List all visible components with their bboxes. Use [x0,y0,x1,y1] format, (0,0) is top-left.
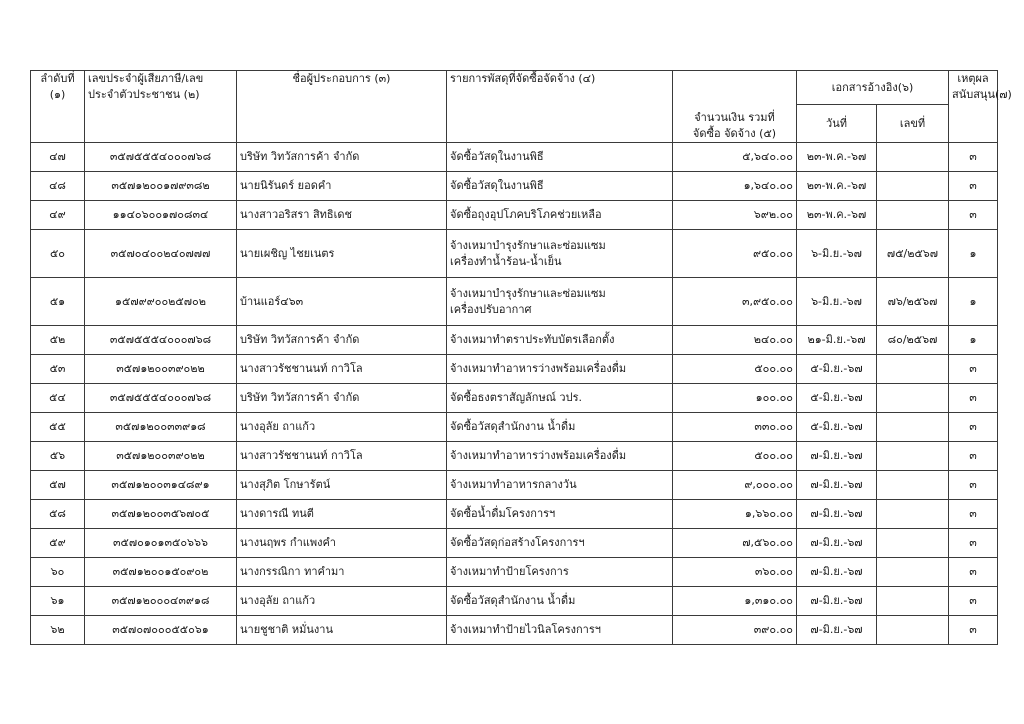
row-number: ๖๑ [31,587,85,616]
ref-date: ๕-มิ.ย.-๖๗ [797,355,877,384]
table-row [31,143,998,172]
ref-date: ๗-มิ.ย.-๖๗ [797,500,877,529]
table-row [31,201,998,230]
vendor-name: นางอุลัย ถาแก้ว [237,587,447,616]
reason-code: ๓ [949,587,998,616]
header-reason-line1: เหตุผล [957,72,989,85]
row-number: ๔๙ [31,201,85,230]
vendor-name: นางสาวรัชชานนท์ กาวิโล [237,442,447,471]
vendor-name: นายเผชิญ ไชยเนตร [237,230,447,278]
table-row [31,230,998,278]
row-number: ๕๐ [31,230,85,278]
item-description [447,230,673,278]
table-row [31,278,998,326]
item-description [447,587,673,616]
item-line: จัดซื้อธงตราสัญลักษณ์ วปร. [450,391,582,404]
ref-number [877,558,949,587]
row-number: ๕๙ [31,529,85,558]
item-description [447,143,673,172]
item-line: จ้างเหมาทำอาหารว่างพร้อมเครื่องดื่ม [450,362,627,375]
header-amount-line1: จำนวนเงิน รวมที่ [694,111,775,124]
header-name-label: ชื่อผู้ประกอบการ (๓) [292,72,391,85]
vendor-name: นางสุภิต โกษารัตน์ [237,471,447,500]
amount: ๓๖๐.๐๐ [673,558,797,587]
ref-number: ๗๖/๒๕๖๗ [877,278,949,326]
tax-id: ๓๕๗๐๔๐๐๒๔๐๗๗๗ [85,230,237,278]
ref-number [877,500,949,529]
procurement-table [30,70,1012,645]
ref-date: ๗-มิ.ย.-๖๗ [797,442,877,471]
amount: ๕,๖๔๐.๐๐ [673,143,797,172]
amount: ๑,๖๖๐.๐๐ [673,500,797,529]
vendor-name: นางกรรณิกา ทาคำมา [237,558,447,587]
ref-date: ๒๓-พ.ค.-๖๗ [797,143,877,172]
table-row [31,529,998,558]
ref-date: ๕-มิ.ย.-๖๗ [797,384,877,413]
header-tax-id [85,71,237,143]
vendor-name: บริษัท วิทวัสการค้า จำกัด [237,143,447,172]
amount: ๓,๙๕๐.๐๐ [673,278,797,326]
table-row [31,326,998,355]
header-amount [673,71,797,143]
vendor-name: บ้านแอร์๔๖๓ [237,278,447,326]
row-number: ๕๖ [31,442,85,471]
reason-code: ๑ [949,230,998,278]
tax-id: ๓๕๗๕๕๕๔๐๐๐๗๖๘ [85,326,237,355]
row-number: ๕๗ [31,471,85,500]
tax-id: ๑๑๔๐๖๐๐๑๗๐๘๓๔ [85,201,237,230]
header-reason [949,71,1012,143]
ref-number: ๘๐/๒๕๖๗ [877,326,949,355]
vendor-name: นางดารณี ทนตี [237,500,447,529]
item-line: จัดซื้อวัสดุสำนักงาน น้ำดื่ม [450,594,576,607]
reason-code: ๑ [949,326,998,355]
table-row [31,355,998,384]
table-row [31,384,998,413]
header-item [447,71,673,143]
reason-code: ๓ [949,471,998,500]
vendor-name: บริษัท วิทวัสการค้า จำกัด [237,326,447,355]
table-row [31,558,998,587]
amount: ๖๙๒.๐๐ [673,201,797,230]
row-number: ๖๐ [31,558,85,587]
item-line: จัดซื้อวัสดุก่อสร้างโครงการฯ [450,536,585,549]
ref-number [877,384,949,413]
tax-id: ๓๕๗๕๕๕๔๐๐๐๗๖๘ [85,384,237,413]
vendor-name: บริษัท วิทวัสการค้า จำกัด [237,384,447,413]
item-description [447,558,673,587]
amount: ๕๐๐.๐๐ [673,442,797,471]
ref-date: ๒๓-พ.ค.-๖๗ [797,172,877,201]
tax-id: ๑๕๗๙๙๐๐๒๕๗๐๒ [85,278,237,326]
item-line: จัดซื้อน้ำดื่มโครงการฯ [450,507,556,520]
ref-number [877,413,949,442]
ref-number [877,355,949,384]
vendor-name: นายชูชาติ หมั่นงาน [237,616,447,645]
tax-id: ๓๕๗๑๒๐๐๓๑๔๘๙๑ [85,471,237,500]
tax-id: ๓๕๗๑๒๐๐๑๕๐๙๐๒ [85,558,237,587]
reason-code: ๓ [949,384,998,413]
ref-number [877,172,949,201]
table-body [31,143,998,645]
header-name [237,71,447,143]
ref-number [877,587,949,616]
reason-code: ๑ [949,278,998,326]
item-description [447,201,673,230]
item-description [447,413,673,442]
item-line: จ้างเหมาทำอาหารว่างพร้อมเครื่องดื่ม [450,449,627,462]
table-row [31,616,998,645]
item-description [447,278,673,326]
header-tax-line1: เลขประจำผู้เสียภาษี/เลข [88,72,204,85]
reason-code: ๓ [949,616,998,645]
tax-id: ๓๕๗๑๒๐๐๓๓๙๑๘ [85,413,237,442]
tax-id: ๓๕๗๑๒๐๐๐๔๓๙๑๘ [85,587,237,616]
header-item-label: รายการพัสดุที่จัดซื้อจัดจ้าง (๔) [450,72,596,85]
reason-code: ๓ [949,143,998,172]
row-number: ๕๓ [31,355,85,384]
ref-number [877,143,949,172]
vendor-name: นายนิรันดร์ ยอดคำ [237,172,447,201]
reason-code: ๓ [949,172,998,201]
row-number: ๖๒ [31,616,85,645]
header-no-label: ลำดับที่ (๑) [40,72,75,101]
item-line: เครื่องปรับอากาศ [450,302,532,316]
ref-date: ๗-มิ.ย.-๖๗ [797,587,877,616]
tax-id: ๓๕๗๑๒๐๐๓๕๖๗๐๕ [85,500,237,529]
item-line: จัดซื้อวัสดุในงานพิธี [450,179,544,192]
row-number: ๔๘ [31,172,85,201]
ref-number: ๗๕/๒๕๖๗ [877,230,949,278]
reason-code: ๓ [949,355,998,384]
header-date [797,105,877,143]
tax-id: ๓๕๗๑๒๐๐๑๗๙๓๘๒ [85,172,237,201]
item-line: จ้างเหมาบำรุงรักษาและซ่อมแซม [450,238,606,252]
tax-id: ๓๕๗๐๗๐๐๐๕๕๐๖๑ [85,616,237,645]
tax-id: ๓๕๗๐๑๐๑๓๕๐๖๖๖ [85,529,237,558]
ref-date: ๗-มิ.ย.-๖๗ [797,529,877,558]
ref-date: ๒๑-มิ.ย.-๖๗ [797,326,877,355]
table-row [31,471,998,500]
row-number: ๕๘ [31,500,85,529]
table-row [31,500,998,529]
ref-date: ๖-มิ.ย.-๖๗ [797,278,877,326]
vendor-name: นางอุลัย ถาแก้ว [237,413,447,442]
item-description [447,616,673,645]
item-line: จ้างเหมาทำป้ายโครงการ [450,565,569,578]
reason-code: ๓ [949,413,998,442]
ref-date: ๗-มิ.ย.-๖๗ [797,558,877,587]
ref-number [877,616,949,645]
header-reason-line2: สนับสนุน(๗) [952,88,1012,101]
row-number: ๕๑ [31,278,85,326]
item-line: จ้างเหมาบำรุงรักษาและซ่อมแซม [450,286,606,300]
amount: ๒๔๐.๐๐ [673,326,797,355]
item-line: จัดซื้อถุงอุปโภคบริโภคช่วยเหลือ [450,208,602,221]
reason-code: ๓ [949,201,998,230]
amount: ๓๓๐.๐๐ [673,413,797,442]
header-date-label: วันที่ [826,116,847,130]
item-description [447,355,673,384]
amount: ๑,๖๔๐.๐๐ [673,172,797,201]
ref-number [877,201,949,230]
header-row-main [31,71,998,105]
item-line: จ้างเหมาทำป้ายไวนิลโครงการฯ [450,623,601,636]
header-tax-line2: ประจำตัวประชาชน (๒) [88,88,200,101]
item-description [447,471,673,500]
row-number: ๕๔ [31,384,85,413]
header-ref-docs-label: เอกสารอ้างอิง(๖) [831,80,914,94]
ref-number [877,442,949,471]
item-description [447,442,673,471]
vendor-name: นางสาวอริสรา สิทธิเดช [237,201,447,230]
tax-id: ๓๕๗๑๒๐๐๓๙๐๒๒ [85,442,237,471]
ref-date: ๗-มิ.ย.-๖๗ [797,471,877,500]
item-line: จัดซื้อวัสดุสำนักงาน น้ำดื่ม [450,420,576,433]
item-line: จ้างเหมาทำตราประทับบัตรเลือกตั้ง [450,333,615,346]
ref-date: ๕-มิ.ย.-๖๗ [797,413,877,442]
header-no [31,71,85,143]
item-description [447,172,673,201]
table-row [31,442,998,471]
item-description [447,384,673,413]
amount: ๙,๐๐๐.๐๐ [673,471,797,500]
tax-id: ๓๕๗๑๒๐๐๓๙๐๒๒ [85,355,237,384]
item-description [447,529,673,558]
amount: ๗,๕๖๐.๐๐ [673,529,797,558]
ref-number [877,471,949,500]
table-row [31,172,998,201]
reason-code: ๓ [949,442,998,471]
amount: ๙๕๐.๐๐ [673,230,797,278]
row-number: ๕๒ [31,326,85,355]
item-line: เครื่องทำน้ำร้อน-น้ำเย็น [450,254,562,268]
item-line: จ้างเหมาทำอาหารกลางวัน [450,478,577,491]
vendor-name: นางสาวรัชชานนท์ กาวิโล [237,355,447,384]
reason-code: ๓ [949,558,998,587]
ref-date: ๖-มิ.ย.-๖๗ [797,230,877,278]
row-number: ๔๗ [31,143,85,172]
amount: ๓๙๐.๐๐ [673,616,797,645]
reason-code: ๓ [949,500,998,529]
reason-code: ๓ [949,529,998,558]
item-description [447,326,673,355]
row-number: ๕๕ [31,413,85,442]
table-row [31,413,998,442]
amount: ๑๐๐.๐๐ [673,384,797,413]
header-ref-no [877,105,949,143]
ref-number [877,529,949,558]
header-amount-line2: จัดซื้อ จัดจ้าง (๕) [692,127,777,140]
ref-date: ๒๓-พ.ค.-๖๗ [797,201,877,230]
amount: ๑,๓๑๐.๐๐ [673,587,797,616]
vendor-name: นางนฤพร กำแพงคำ [237,529,447,558]
header-ref-docs [797,71,949,105]
item-line: จัดซื้อวัสดุในงานพิธี [450,150,544,163]
tax-id: ๓๕๗๕๕๕๔๐๐๐๗๖๘ [85,143,237,172]
table-row [31,587,998,616]
ref-date: ๗-มิ.ย.-๖๗ [797,616,877,645]
item-description [447,500,673,529]
amount: ๕๐๐.๐๐ [673,355,797,384]
header-ref-no-label: เลขที่ [899,116,926,130]
